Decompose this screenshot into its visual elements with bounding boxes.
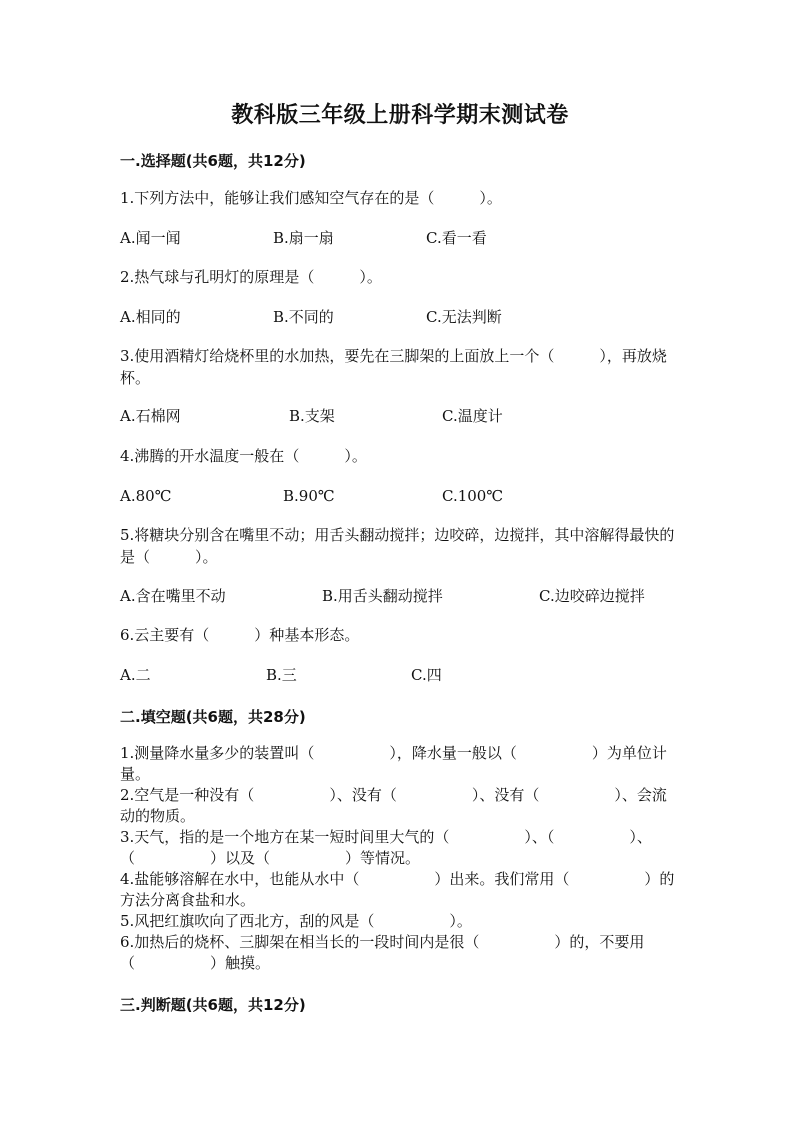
- choice-6-option-b: B.三: [266, 666, 297, 684]
- section-heading-judge: 三.判断题(共6题，共12分): [120, 996, 306, 1014]
- choice-2-option-c: C.无法判断: [426, 308, 502, 326]
- section-heading-fill: 二.填空题(共6题，共28分): [120, 708, 306, 726]
- fill-question-5: 5.风把红旗吹向了西北方，刮的风是（ ）。: [120, 912, 472, 930]
- choice-question-1: 1.下列方法中，能够让我们感知空气存在的是（ ）。: [120, 189, 502, 207]
- choice-2-option-b: B.不同的: [273, 308, 334, 326]
- choice-4-option-a: A.80℃: [120, 487, 172, 505]
- choice-question-5: 5.将糖块分别含在嘴里不动；用舌头翻动搅拌；边咬碎，边搅拌，其中溶解得最快的是（ ）。: [120, 526, 675, 566]
- choice-4-option-c: C.100℃: [442, 487, 504, 505]
- choice-question-6: 6.云主要有（ ）种基本形态。: [120, 626, 360, 644]
- choice-5-option-c: C.边咬碎边搅拌: [539, 587, 645, 605]
- choice-question-4: 4.沸腾的开水温度一般在（ ）。: [120, 447, 367, 465]
- choice-6-option-a: A.二: [120, 666, 151, 684]
- page-title: 教科版三年级上册科学期末测试卷: [231, 103, 569, 128]
- choice-3-option-c: C.温度计: [442, 407, 503, 425]
- choice-4-option-b: B.90℃: [283, 487, 335, 505]
- fill-question-2: 2.空气是一种没有（ ）、没有（ ）、没有（ ）、会流动的物质。: [120, 786, 667, 825]
- section-heading-choice: 一.选择题(共6题，共12分): [120, 152, 306, 170]
- choice-3-option-a: A.石棉网: [120, 407, 181, 425]
- choice-question-3: 3.使用酒精灯给烧杯里的水加热，要先在三脚架的上面放上一个（ ），再放烧杯。: [120, 347, 667, 387]
- choice-question-2: 2.热气球与孔明灯的原理是（ ）。: [120, 268, 382, 286]
- choice-5-option-a: A.含在嘴里不动: [120, 587, 226, 605]
- fill-question-4: 4.盐能够溶解在水中，也能从水中（ ）出来。我们常用（ ）的方法分离食盐和水。: [120, 870, 675, 909]
- fill-question-3: 3.天气，指的是一个地方在某一短时间里大气的（ ）、（ ）、（ ）以及（ ）等情况。: [120, 828, 652, 867]
- choice-1-option-a: A.闻一闻: [120, 229, 181, 247]
- choice-1-option-b: B.扇一扇: [273, 229, 334, 247]
- choice-2-option-a: A.相同的: [120, 308, 181, 326]
- fill-question-1: 1.测量降水量多少的装置叫（ ），降水量一般以（ ）为单位计量。: [120, 744, 667, 783]
- choice-5-option-b: B.用舌头翻动搅拌: [322, 587, 443, 605]
- choice-1-option-c: C.看一看: [426, 229, 487, 247]
- choice-3-option-b: B.支架: [289, 407, 335, 425]
- choice-6-option-c: C.四: [411, 666, 442, 684]
- fill-question-6: 6.加热后的烧杯、三脚架在相当长的一段时间内是很（ ）的，不要用（ ）触摸。: [120, 933, 645, 972]
